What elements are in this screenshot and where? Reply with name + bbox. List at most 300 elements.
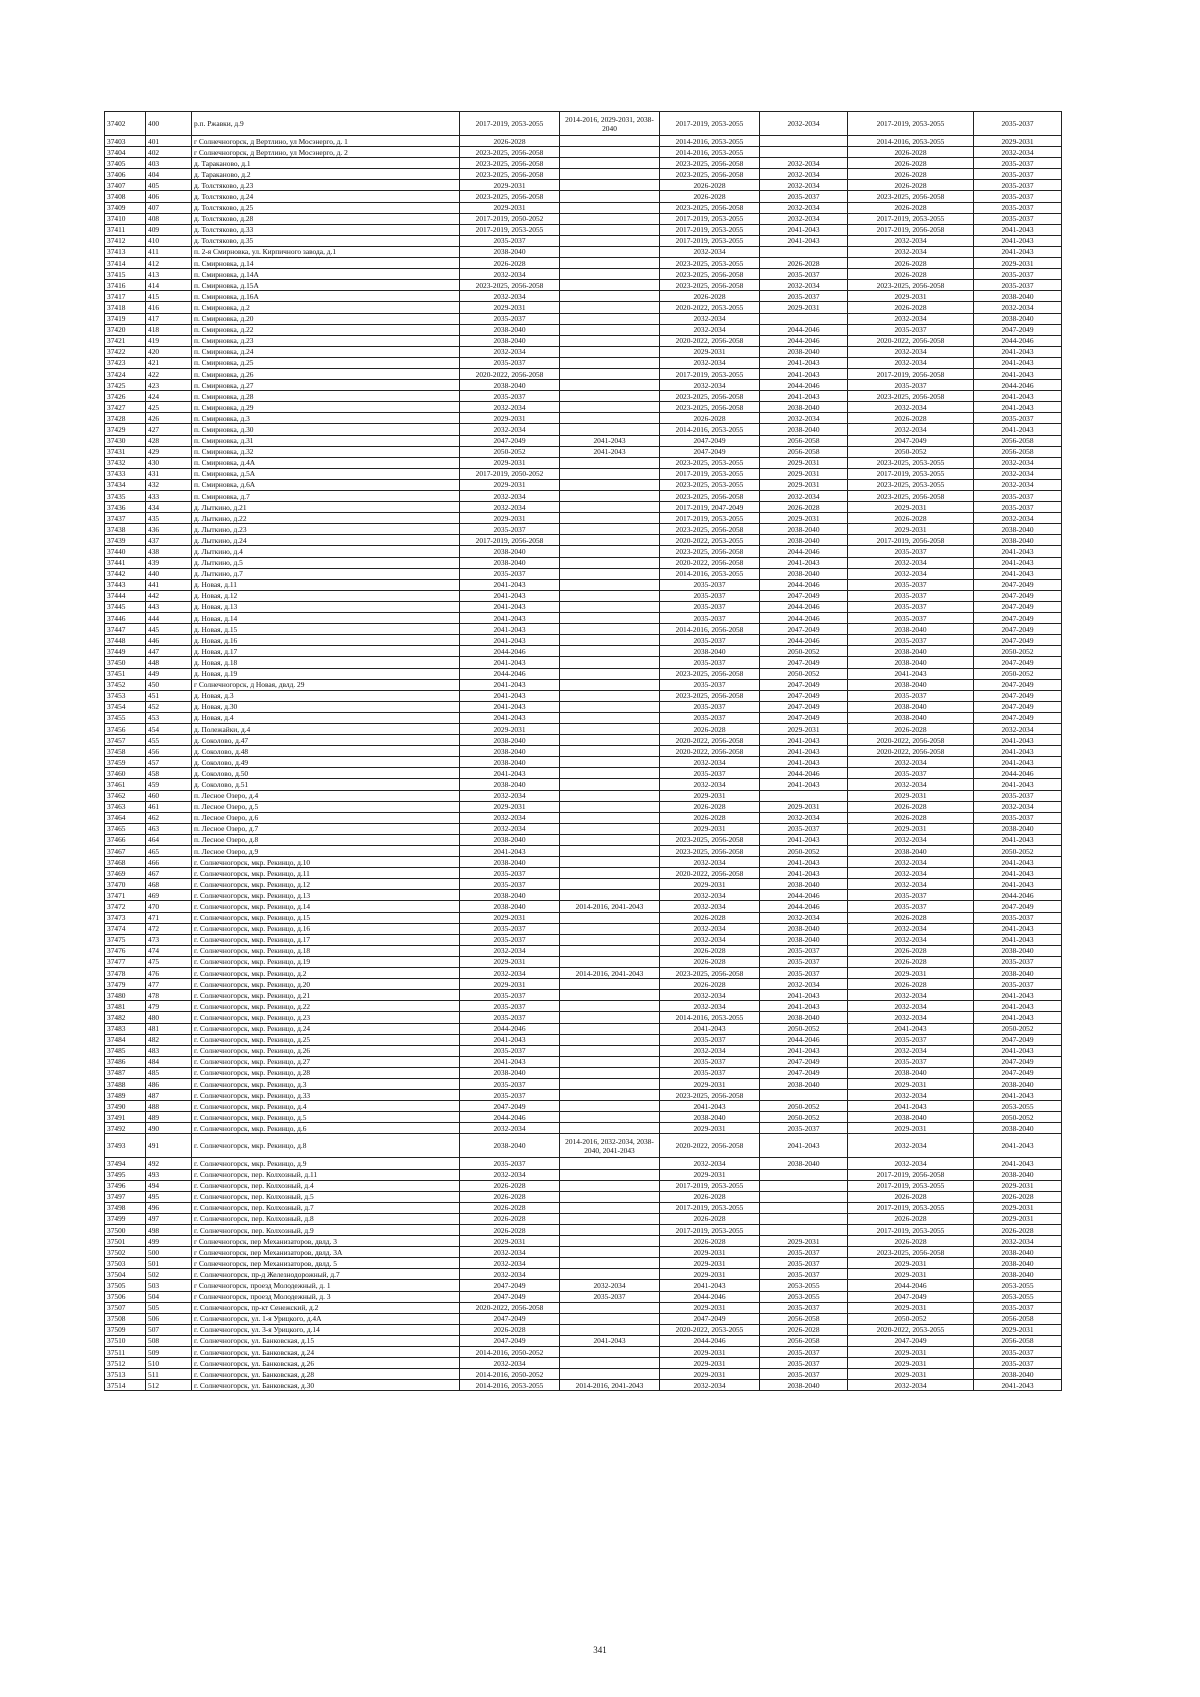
- cell-item-number: 503: [146, 1280, 192, 1291]
- cell-row-id: 37459: [105, 757, 146, 768]
- cell-address: д. Лыткино, д.4: [192, 546, 460, 557]
- table-row: [105, 1112, 1062, 1123]
- cell-item-number: 446: [146, 635, 192, 646]
- cell-period-6: 2032-2034: [974, 302, 1062, 313]
- table-row: [105, 513, 1062, 524]
- cell-row-id: 37507: [105, 1302, 146, 1313]
- cell-item-number: 412: [146, 258, 192, 269]
- cell-period-5: 2032-2034: [848, 246, 974, 257]
- cell-period-2: [560, 1236, 660, 1247]
- cell-period-1: 2041-2043: [460, 635, 560, 646]
- cell-period-6: 2041-2043: [974, 934, 1062, 945]
- cell-period-2: [560, 1023, 660, 1034]
- cell-item-number: 476: [146, 968, 192, 979]
- cell-period-5: 2032-2034: [848, 313, 974, 324]
- cell-period-1: 2038-2040: [460, 324, 560, 335]
- cell-period-1: 2035-2037: [460, 391, 560, 402]
- cell-period-2: [560, 213, 660, 224]
- cell-period-5: 2023-2025, 2053-2055: [848, 457, 974, 468]
- cell-item-number: 455: [146, 735, 192, 746]
- cell-period-5: 2026-2028: [848, 147, 974, 158]
- cell-period-5: 2026-2028: [848, 258, 974, 269]
- cell-period-5: 2017-2019, 2056-2058: [848, 368, 974, 379]
- cell-period-1: 2038-2040: [460, 746, 560, 757]
- cell-address: д. Соколово, д.51: [192, 779, 460, 790]
- table-row: [105, 313, 1062, 324]
- cell-item-number: 480: [146, 1012, 192, 1023]
- cell-period-3: 2044-2046: [660, 1335, 760, 1346]
- cell-period-5: 2029-2031: [848, 1269, 974, 1280]
- cell-period-6: 2029-2031: [974, 1202, 1062, 1213]
- cell-period-5: 2029-2031: [848, 1123, 974, 1134]
- cell-period-2: [560, 402, 660, 413]
- cell-row-id: 37486: [105, 1056, 146, 1067]
- table-row: [105, 213, 1062, 224]
- cell-period-6: 2035-2037: [974, 191, 1062, 202]
- cell-period-2: [560, 357, 660, 368]
- cell-address: д. Новая, д.3: [192, 690, 460, 701]
- cell-period-4: 2038-2040: [760, 1380, 848, 1391]
- cell-period-2: [560, 1045, 660, 1056]
- cell-period-1: 2032-2034: [460, 402, 560, 413]
- cell-period-3: 2026-2028: [660, 723, 760, 734]
- cell-period-3: 2023-2025, 2056-2058: [660, 690, 760, 701]
- cell-period-6: 2041-2043: [974, 424, 1062, 435]
- table-row: [105, 1302, 1062, 1313]
- cell-period-5: 2035-2037: [848, 635, 974, 646]
- cell-period-1: 2035-2037: [460, 235, 560, 246]
- cell-period-1: 2035-2037: [460, 879, 560, 890]
- table-row: [105, 524, 1062, 535]
- cell-period-4: 2044-2046: [760, 1034, 848, 1045]
- cell-period-5: 2032-2034: [848, 1001, 974, 1012]
- cell-period-6: 2038-2040: [974, 1258, 1062, 1269]
- cell-period-3: 2035-2037: [660, 1034, 760, 1045]
- cell-period-6: 2041-2043: [974, 346, 1062, 357]
- cell-address: п. Смирновка, д.28: [192, 391, 460, 402]
- cell-period-6: 2047-2049: [974, 679, 1062, 690]
- cell-item-number: 463: [146, 823, 192, 834]
- cell-period-3: 2035-2037: [660, 712, 760, 723]
- cell-period-5: 2041-2043: [848, 668, 974, 679]
- cell-address: п. Лесное Озеро, д.9: [192, 846, 460, 857]
- cell-period-6: 2032-2034: [974, 1236, 1062, 1247]
- cell-period-3: 2014-2016, 2053-2055: [660, 568, 760, 579]
- cell-period-2: [560, 846, 660, 857]
- cell-period-3: 2023-2025, 2056-2058: [660, 546, 760, 557]
- cell-period-5: 2050-2052: [848, 1313, 974, 1324]
- cell-period-5: 2047-2049: [848, 1291, 974, 1302]
- cell-period-3: 2023-2025, 2056-2058: [660, 158, 760, 169]
- cell-item-number: 456: [146, 746, 192, 757]
- table-row: [105, 557, 1062, 568]
- cell-period-2: [560, 990, 660, 1001]
- cell-period-1: 2038-2040: [460, 834, 560, 845]
- cell-period-5: 2026-2028: [848, 1213, 974, 1224]
- cell-item-number: 511: [146, 1369, 192, 1380]
- table-row: [105, 879, 1062, 890]
- cell-period-1: 2029-2031: [460, 723, 560, 734]
- cell-address: г. Солнечногорск, мкр. Рекинцо, д.18: [192, 945, 460, 956]
- cell-period-2: 2041-2043: [560, 435, 660, 446]
- cell-period-3: 2047-2049: [660, 446, 760, 457]
- cell-period-3: 2014-2016, 2053-2055: [660, 136, 760, 147]
- cell-period-5: 2017-2019, 2056-2058: [848, 1169, 974, 1180]
- cell-period-5: 2020-2022, 2056-2058: [848, 746, 974, 757]
- cell-period-2: [560, 1258, 660, 1269]
- cell-period-6: 2038-2040: [974, 524, 1062, 535]
- cell-period-4: 2041-2043: [760, 779, 848, 790]
- cell-period-6: 2047-2049: [974, 635, 1062, 646]
- table-row: [105, 402, 1062, 413]
- table-row: [105, 901, 1062, 912]
- cell-item-number: 428: [146, 435, 192, 446]
- cell-period-6: 2038-2040: [974, 968, 1062, 979]
- cell-item-number: 436: [146, 524, 192, 535]
- cell-period-5: 2026-2028: [848, 723, 974, 734]
- cell-period-6: 2038-2040: [974, 1269, 1062, 1280]
- cell-period-4: 2038-2040: [760, 346, 848, 357]
- cell-row-id: 37418: [105, 302, 146, 313]
- cell-period-4: 2035-2037: [760, 968, 848, 979]
- cell-period-2: [560, 513, 660, 524]
- cell-period-5: 2029-2031: [848, 1258, 974, 1269]
- cell-period-2: [560, 1225, 660, 1236]
- cell-address: д. Тараканово, д.2: [192, 169, 460, 180]
- cell-period-1: 2029-2031: [460, 202, 560, 213]
- cell-row-id: 37439: [105, 535, 146, 546]
- cell-period-1: 2035-2037: [460, 1012, 560, 1023]
- cell-period-4: 2032-2034: [760, 979, 848, 990]
- table-row: [105, 890, 1062, 901]
- table-row: [105, 158, 1062, 169]
- cell-row-id: 37466: [105, 834, 146, 845]
- cell-period-1: 2035-2037: [460, 568, 560, 579]
- table-row: [105, 1380, 1062, 1391]
- cell-period-4: 2041-2043: [760, 735, 848, 746]
- cell-item-number: 461: [146, 801, 192, 812]
- cell-row-id: 37502: [105, 1247, 146, 1258]
- cell-address: д. Новая, д.17: [192, 646, 460, 657]
- cell-period-2: [560, 235, 660, 246]
- cell-period-2: [560, 258, 660, 269]
- cell-period-5: 2032-2034: [848, 990, 974, 1001]
- cell-item-number: 475: [146, 956, 192, 967]
- cell-row-id: 37455: [105, 712, 146, 723]
- cell-period-3: 2035-2037: [660, 657, 760, 668]
- cell-address: д. Соколово, д.47: [192, 735, 460, 746]
- cell-period-1: 2035-2037: [460, 1045, 560, 1056]
- cell-period-4: 2032-2034: [760, 213, 848, 224]
- table-row: [105, 668, 1062, 679]
- cell-period-6: 2047-2049: [974, 901, 1062, 912]
- cell-period-4: 2047-2049: [760, 1056, 848, 1067]
- table-row: [105, 1012, 1062, 1023]
- cell-period-2: [560, 424, 660, 435]
- cell-period-6: 2044-2046: [974, 380, 1062, 391]
- cell-period-2: [560, 368, 660, 379]
- cell-item-number: 494: [146, 1180, 192, 1191]
- cell-period-3: 2032-2034: [660, 923, 760, 934]
- cell-address: д. Лыткино, д.5: [192, 557, 460, 568]
- cell-period-6: 2029-2031: [974, 1213, 1062, 1224]
- cell-period-1: 2032-2034: [460, 812, 560, 823]
- cell-period-6: 2041-2043: [974, 757, 1062, 768]
- cell-period-4: 2029-2031: [760, 468, 848, 479]
- cell-period-2: [560, 879, 660, 890]
- cell-period-3: 2029-2031: [660, 1247, 760, 1258]
- cell-period-2: [560, 979, 660, 990]
- cell-item-number: 415: [146, 291, 192, 302]
- cell-address: г. Солнечногорск, мкр. Рекинцо, д.17: [192, 934, 460, 945]
- cell-period-2: [560, 1169, 660, 1180]
- cell-period-4: 2044-2046: [760, 380, 848, 391]
- cell-item-number: 501: [146, 1258, 192, 1269]
- cell-period-3: 2029-2031: [660, 1123, 760, 1134]
- cell-item-number: 502: [146, 1269, 192, 1280]
- cell-item-number: 429: [146, 446, 192, 457]
- cell-row-id: 37440: [105, 546, 146, 557]
- cell-period-4: [760, 246, 848, 257]
- cell-period-4: 2032-2034: [760, 280, 848, 291]
- cell-row-id: 37492: [105, 1123, 146, 1134]
- table-row: [105, 147, 1062, 158]
- table-row: [105, 391, 1062, 402]
- cell-period-1: 2032-2034: [460, 1258, 560, 1269]
- cell-item-number: 453: [146, 712, 192, 723]
- cell-item-number: 484: [146, 1056, 192, 1067]
- table-row: [105, 779, 1062, 790]
- cell-row-id: 37471: [105, 890, 146, 901]
- cell-address: п. Лесное Озеро, д.8: [192, 834, 460, 845]
- cell-period-4: 2047-2049: [760, 679, 848, 690]
- cell-period-2: [560, 568, 660, 579]
- cell-period-5: 2032-2034: [848, 235, 974, 246]
- cell-period-6: 2032-2034: [974, 801, 1062, 812]
- cell-period-5: 2047-2049: [848, 1335, 974, 1346]
- cell-period-1: 2035-2037: [460, 923, 560, 934]
- cell-period-2: [560, 1056, 660, 1067]
- cell-row-id: 37467: [105, 846, 146, 857]
- cell-item-number: 404: [146, 169, 192, 180]
- cell-row-id: 37421: [105, 335, 146, 346]
- cell-item-number: 469: [146, 890, 192, 901]
- cell-period-4: 2041-2043: [760, 990, 848, 1001]
- cell-period-2: [560, 790, 660, 801]
- cell-period-4: [760, 313, 848, 324]
- cell-period-4: 2044-2046: [760, 768, 848, 779]
- cell-period-2: [560, 191, 660, 202]
- table-row: [105, 834, 1062, 845]
- cell-period-5: 2029-2031: [848, 968, 974, 979]
- cell-row-id: 37453: [105, 690, 146, 701]
- cell-period-2: [560, 246, 660, 257]
- cell-period-4: [760, 1213, 848, 1224]
- cell-period-3: 2026-2028: [660, 956, 760, 967]
- table-row: [105, 868, 1062, 879]
- cell-period-5: 2032-2034: [848, 757, 974, 768]
- cell-period-2: [560, 934, 660, 945]
- cell-address: г. Солнечногорск, ул. Банковская, д.26: [192, 1358, 460, 1369]
- cell-row-id: 37444: [105, 590, 146, 601]
- cell-address: г Солнечногорск, пер Механизаторов, двлд. 3А: [192, 1247, 460, 1258]
- cell-period-1: 2029-2031: [460, 180, 560, 191]
- cell-row-id: 37419: [105, 313, 146, 324]
- cell-item-number: 406: [146, 191, 192, 202]
- cell-period-1: 2032-2034: [460, 968, 560, 979]
- cell-period-1: 2041-2043: [460, 846, 560, 857]
- cell-period-2: [560, 1347, 660, 1358]
- cell-row-id: 37479: [105, 979, 146, 990]
- cell-row-id: 37412: [105, 235, 146, 246]
- cell-item-number: 435: [146, 513, 192, 524]
- cell-period-2: 2041-2043: [560, 1335, 660, 1346]
- cell-item-number: 454: [146, 723, 192, 734]
- cell-period-1: 2026-2028: [460, 136, 560, 147]
- cell-period-3: 2032-2034: [660, 901, 760, 912]
- cell-period-2: [560, 834, 660, 845]
- cell-row-id: 37429: [105, 424, 146, 435]
- cell-period-2: 2035-2037: [560, 1291, 660, 1302]
- cell-address: п. Смирновка, д.32: [192, 446, 460, 457]
- cell-period-6: 2047-2049: [974, 324, 1062, 335]
- cell-period-4: 2032-2034: [760, 180, 848, 191]
- cell-address: п. Лесное Озеро, д.4: [192, 790, 460, 801]
- cell-address: п. Смирновка, д.29: [192, 402, 460, 413]
- cell-item-number: 470: [146, 901, 192, 912]
- cell-item-number: 491: [146, 1134, 192, 1158]
- cell-period-3: 2032-2034: [660, 380, 760, 391]
- cell-period-6: 2047-2049: [974, 1056, 1062, 1067]
- cell-row-id: 37481: [105, 1001, 146, 1012]
- cell-row-id: 37456: [105, 723, 146, 734]
- cell-address: п. Лесное Озеро, д.6: [192, 812, 460, 823]
- table-row: [105, 357, 1062, 368]
- cell-item-number: 411: [146, 246, 192, 257]
- cell-period-3: 2026-2028: [660, 912, 760, 923]
- cell-period-1: 2032-2034: [460, 502, 560, 513]
- cell-period-6: 2047-2049: [974, 712, 1062, 723]
- table-row: [105, 1180, 1062, 1191]
- cell-item-number: 414: [146, 280, 192, 291]
- cell-period-3: 2023-2025, 2056-2058: [660, 524, 760, 535]
- cell-period-6: 2041-2043: [974, 990, 1062, 1001]
- cell-period-5: 2032-2034: [848, 1134, 974, 1158]
- cell-period-3: 2023-2025, 2056-2058: [660, 846, 760, 857]
- cell-item-number: 506: [146, 1313, 192, 1324]
- cell-period-1: 2032-2034: [460, 1123, 560, 1134]
- cell-period-1: 2044-2046: [460, 1112, 560, 1123]
- cell-address: г. Солнечногорск, ул. Банковская, д.30: [192, 1380, 460, 1391]
- cell-period-2: [560, 735, 660, 746]
- cell-period-6: 2035-2037: [974, 112, 1062, 136]
- cell-period-3: 2035-2037: [660, 701, 760, 712]
- table-row: [105, 746, 1062, 757]
- cell-row-id: 37499: [105, 1213, 146, 1224]
- cell-period-5: 2041-2043: [848, 1101, 974, 1112]
- cell-item-number: 462: [146, 812, 192, 823]
- cell-row-id: 37496: [105, 1180, 146, 1191]
- cell-item-number: 419: [146, 335, 192, 346]
- cell-period-6: 2050-2052: [974, 1023, 1062, 1034]
- cell-period-4: 2035-2037: [760, 1347, 848, 1358]
- cell-period-4: 2044-2046: [760, 901, 848, 912]
- cell-period-6: 2041-2043: [974, 1090, 1062, 1101]
- cell-row-id: 37435: [105, 491, 146, 502]
- cell-row-id: 37457: [105, 735, 146, 746]
- cell-period-1: 2038-2040: [460, 380, 560, 391]
- table-row: [105, 679, 1062, 690]
- cell-period-3: 2014-2016, 2053-2055: [660, 147, 760, 158]
- cell-address: г. Солнечногорск, ул. Банковская, д.28: [192, 1369, 460, 1380]
- cell-period-2: [560, 224, 660, 235]
- cell-address: д. Новая, д.16: [192, 635, 460, 646]
- cell-period-3: 2035-2037: [660, 635, 760, 646]
- cell-row-id: 37512: [105, 1358, 146, 1369]
- cell-period-4: [760, 1180, 848, 1191]
- cell-period-2: [560, 1180, 660, 1191]
- cell-period-2: [560, 1001, 660, 1012]
- cell-item-number: 421: [146, 357, 192, 368]
- cell-period-1: 2041-2043: [460, 624, 560, 635]
- cell-period-5: 2032-2034: [848, 834, 974, 845]
- table-row: [105, 302, 1062, 313]
- cell-period-2: [560, 557, 660, 568]
- cell-period-4: 2038-2040: [760, 524, 848, 535]
- cell-period-5: 2038-2040: [848, 1112, 974, 1123]
- cell-address: г. Солнечногорск, мкр. Рекинцо, д.6: [192, 1123, 460, 1134]
- cell-period-5: 2032-2034: [848, 346, 974, 357]
- cell-period-6: 2035-2037: [974, 491, 1062, 502]
- cell-period-1: 2047-2049: [460, 1101, 560, 1112]
- cell-period-1: 2032-2034: [460, 269, 560, 280]
- cell-row-id: 37423: [105, 357, 146, 368]
- cell-address: п. Смирновка, д.31: [192, 435, 460, 446]
- cell-period-2: [560, 823, 660, 834]
- cell-item-number: 472: [146, 923, 192, 934]
- cell-period-3: 2029-2031: [660, 1358, 760, 1369]
- cell-period-2: [560, 723, 660, 734]
- cell-period-1: 2017-2019, 2053-2055: [460, 112, 560, 136]
- cell-address: д. Новая, д.14: [192, 613, 460, 624]
- cell-period-3: 2032-2034: [660, 857, 760, 868]
- cell-period-2: [560, 1213, 660, 1224]
- cell-address: д. Новая, д.11: [192, 579, 460, 590]
- cell-period-5: 2032-2034: [848, 934, 974, 945]
- cell-period-1: 2020-2022, 2056-2058: [460, 1302, 560, 1313]
- cell-period-3: 2023-2025, 2056-2058: [660, 402, 760, 413]
- cell-period-2: [560, 324, 660, 335]
- cell-row-id: 37508: [105, 1313, 146, 1324]
- cell-period-6: 2047-2049: [974, 624, 1062, 635]
- cell-period-1: 2038-2040: [460, 757, 560, 768]
- cell-period-6: 2041-2043: [974, 1012, 1062, 1023]
- cell-item-number: 439: [146, 557, 192, 568]
- cell-period-6: 2029-2031: [974, 1324, 1062, 1335]
- cell-item-number: 510: [146, 1358, 192, 1369]
- table-row: [105, 169, 1062, 180]
- cell-period-4: 2047-2049: [760, 701, 848, 712]
- table-row: [105, 757, 1062, 768]
- cell-period-3: 2026-2028: [660, 801, 760, 812]
- cell-address: г. Солнечногорск, мкр. Рекинцо, д.23: [192, 1012, 460, 1023]
- cell-period-6: 2026-2028: [974, 1191, 1062, 1202]
- cell-period-5: 2020-2022, 2053-2055: [848, 1324, 974, 1335]
- cell-period-6: 2038-2040: [974, 1078, 1062, 1089]
- cell-address: д. Лыткино, д.7: [192, 568, 460, 579]
- table-row: [105, 624, 1062, 635]
- cell-period-4: 2035-2037: [760, 1123, 848, 1134]
